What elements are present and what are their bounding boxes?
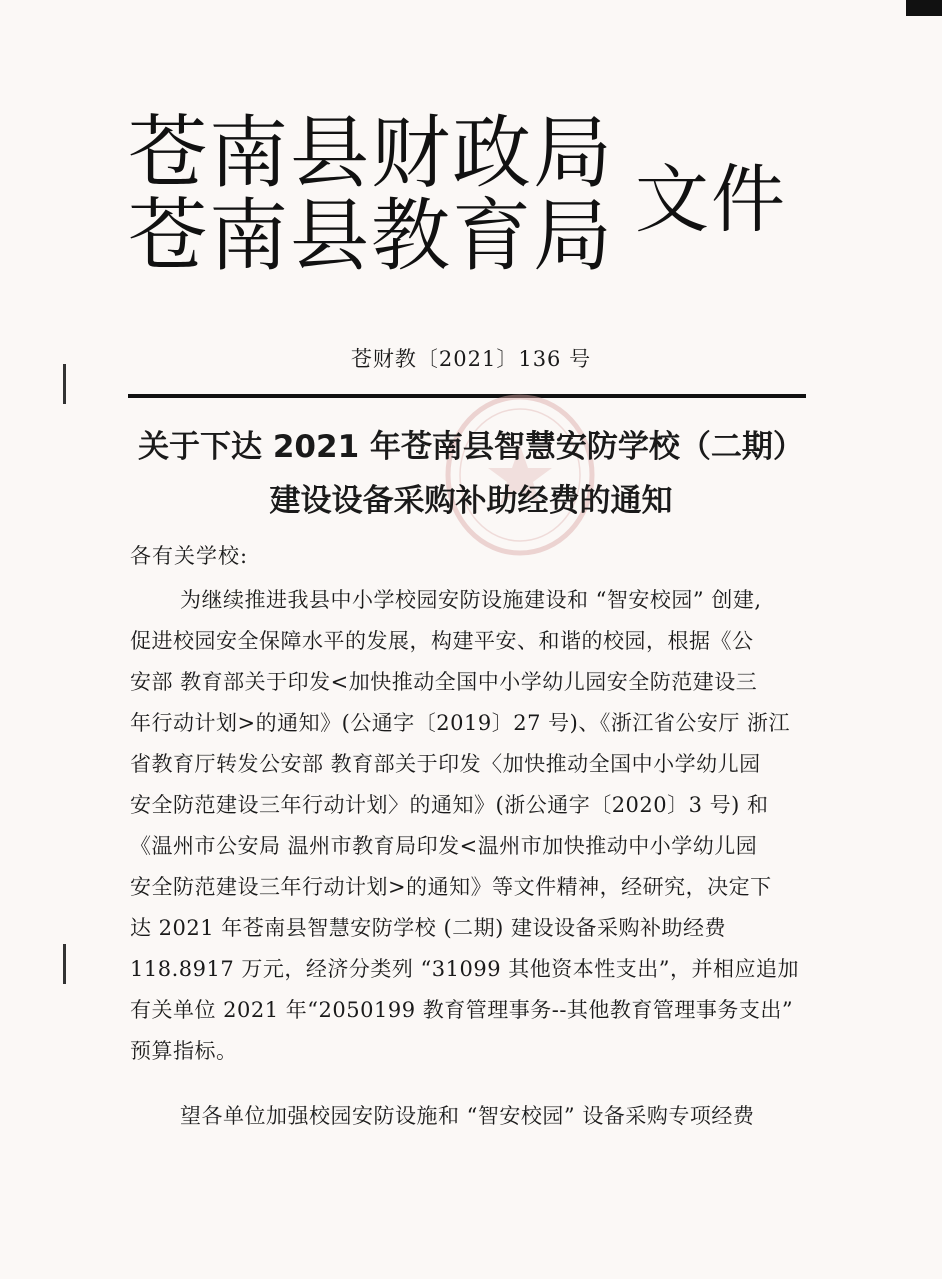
body-line: 年行动计划>的通知》(公通字〔2019〕27 号)、《浙江省公安厅 浙江 [130, 711, 790, 735]
body-line: 《温州市公安局 温州市教育局印发<温州市加快推动中小学幼儿园 [130, 834, 758, 858]
title-line-2: 建设设备采购补助经费的通知 [269, 483, 673, 519]
body-line: 省教育厅转发公安部 教育部关于印发〈加快推动全国中小学幼儿园 [130, 752, 761, 776]
issuer-block [128, 107, 628, 282]
body-line: 促进校园安全保障水平的发展，构建平安、和谐的校园，根据《公 [130, 629, 754, 653]
body-line: 预算指标。 [130, 1039, 238, 1063]
document-title [0, 420, 942, 528]
scan-corner-mark [906, 0, 942, 16]
salutation: 各有关学校: [130, 544, 249, 568]
document-number: 苍财教〔2021〕136 号 [350, 347, 592, 371]
issuer-education-bureau: 苍南县教育局 [128, 190, 614, 282]
issuer-finance-bureau: 苍南县财政局 [128, 107, 614, 199]
paragraph-1 [130, 580, 820, 1072]
body-line: 有关单位 2021 年“2050199 教育管理事务--其他教育管理事务支出” [130, 998, 794, 1022]
body-line: 安部 教育部关于印发<加快推动全国中小学幼儿园安全防范建设三 [130, 670, 758, 694]
title-line-1: 关于下达 2021 年苍南县智慧安防学校（二期） [138, 429, 804, 465]
body-line: 安全防范建设三年行动计划〉的通知》(浙公通字〔2020〕3 号) 和 [130, 793, 769, 817]
document-type-label: 文件 [635, 157, 787, 243]
body-line: 安全防范建设三年行动计划>的通知》等文件精神，经研究，决定下 [130, 875, 772, 899]
body-line: 118.8917 万元，经济分类列 “31099 其他资本性支出”，并相应追加 [130, 957, 800, 981]
body-line: 为继续推进我县中小学校园安防设施建设和 “智安校园” 创建, [180, 588, 762, 612]
binding-mark-bottom [63, 944, 66, 984]
paragraph-2-line: 望各单位加强校园安防设施和 “智安校园” 设备采购专项经费 [180, 1104, 755, 1128]
body-line: 达 2021 年苍南县智慧安防学校 (二期) 建设设备采购补助经费 [130, 916, 727, 940]
